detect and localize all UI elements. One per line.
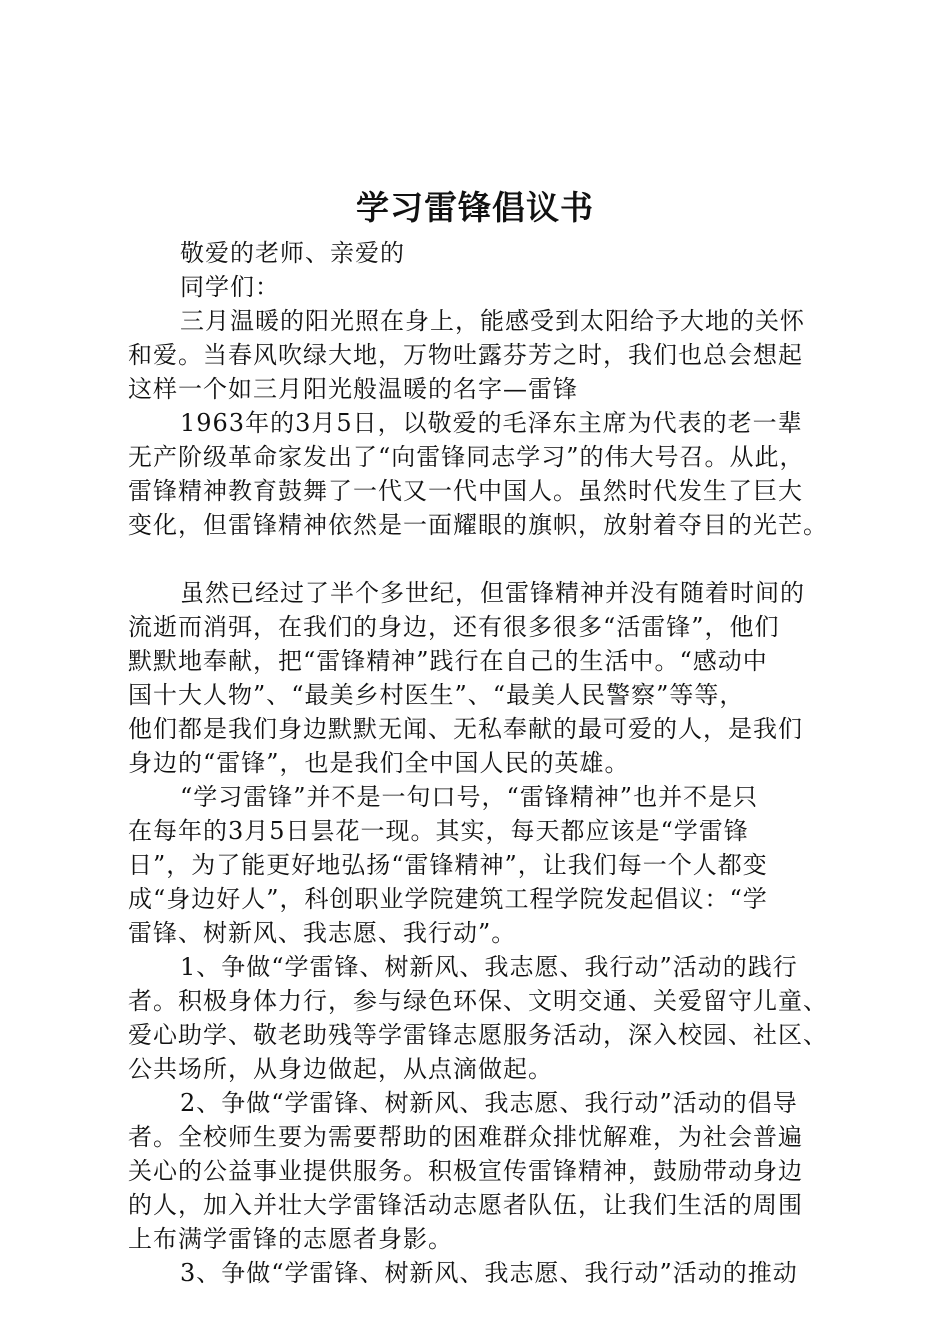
text-line: 三月温暖的阳光照在身上，能感受到太阳给予大地的关怀 [180,307,805,335]
text-line: 变化，但雷锋精神依然是一面耀眼的旗帜，放射着夺目的光芒。 [128,511,828,539]
text-line: 成“身边好人”，科创职业学院建筑工程学院发起倡议：“学 [128,885,768,913]
text-line: 3、争做“学雷锋、树新风、我志愿、我行动”活动的推动 [180,1259,798,1287]
text-line: 公共场所，从身边做起，从点滴做起。 [128,1055,553,1083]
text-line: 的人，加入并壮大学雷锋活动志愿者队伍，让我们生活的周围 [128,1191,803,1219]
text-line: 1、争做“学雷锋、树新风、我志愿、我行动”活动的践行 [180,953,798,981]
text-line: 2、争做“学雷锋、树新风、我志愿、我行动”活动的倡导 [180,1089,798,1117]
text-line: 他们都是我们身边默默无闻、无私奉献的最可爱的人，是我们 [128,715,803,743]
document-title: 学习雷锋倡议书 [356,188,594,227]
text-line: 雷锋、树新风、我志愿、我行动”。 [128,919,517,947]
text-line: 默默地奉献，把“雷锋精神”践行在自己的生活中。“感动中 [128,647,768,675]
text-line: 无产阶级革命家发出了“向雷锋同志学习”的伟大号召。从此， [128,443,805,471]
text-line: 和爱。当春风吹绿大地，万物吐露芬芳之时，我们也总会想起 [128,341,803,369]
text-line: 这样一个如三月阳光般温暖的名字—雷锋 [128,375,578,403]
text-line: 国十大人物”、“最美乡村医生”、“最美人民警察”等等， [128,681,745,709]
text-line: 上布满学雷锋的志愿者身影。 [128,1225,453,1253]
text-line: 流逝而消弭，在我们的身边，还有很多很多“活雷锋”，他们 [128,613,780,641]
document-body [128,236,852,1290]
text-line: 雷锋精神教育鼓舞了一代又一代中国人。虽然时代发生了巨大 [128,477,803,505]
text-line: 身边的“雷锋”，也是我们全中国人民的英雄。 [128,749,630,777]
text-line: 在每年的3月5日昙花一现。其实，每天都应该是“学雷锋 [128,817,749,845]
text-line: 者。全校师生要为需要帮助的困难群众排忧解难，为社会普遍 [128,1123,803,1151]
blank-line [128,542,852,576]
text-line: 者。积极身体力行，参与绿色环保、文明交通、关爱留守儿童、 [128,987,828,1015]
text-line: 爱心助学、敬老助残等学雷锋志愿服务活动，深入校园、社区、 [128,1021,828,1049]
text-line: 关心的公益事业提供服务。积极宣传雷锋精神，鼓励带动身边 [128,1157,803,1185]
text-line: 敬爱的老师、亲爱的 [180,239,405,267]
text-line: 虽然已经过了半个多世纪，但雷锋精神并没有随着时间的 [180,579,805,607]
text-line: 同学们： [180,273,280,301]
text-line: 1963年的3月5日，以敬爱的毛泽东主席为代表的老一辈 [180,409,803,437]
text-line: 日”，为了能更好地弘扬“雷锋精神”，让我们每一个人都变 [128,851,768,879]
text-line: “学习雷锋”并不是一句口号，“雷锋精神”也并不是只 [180,783,759,811]
